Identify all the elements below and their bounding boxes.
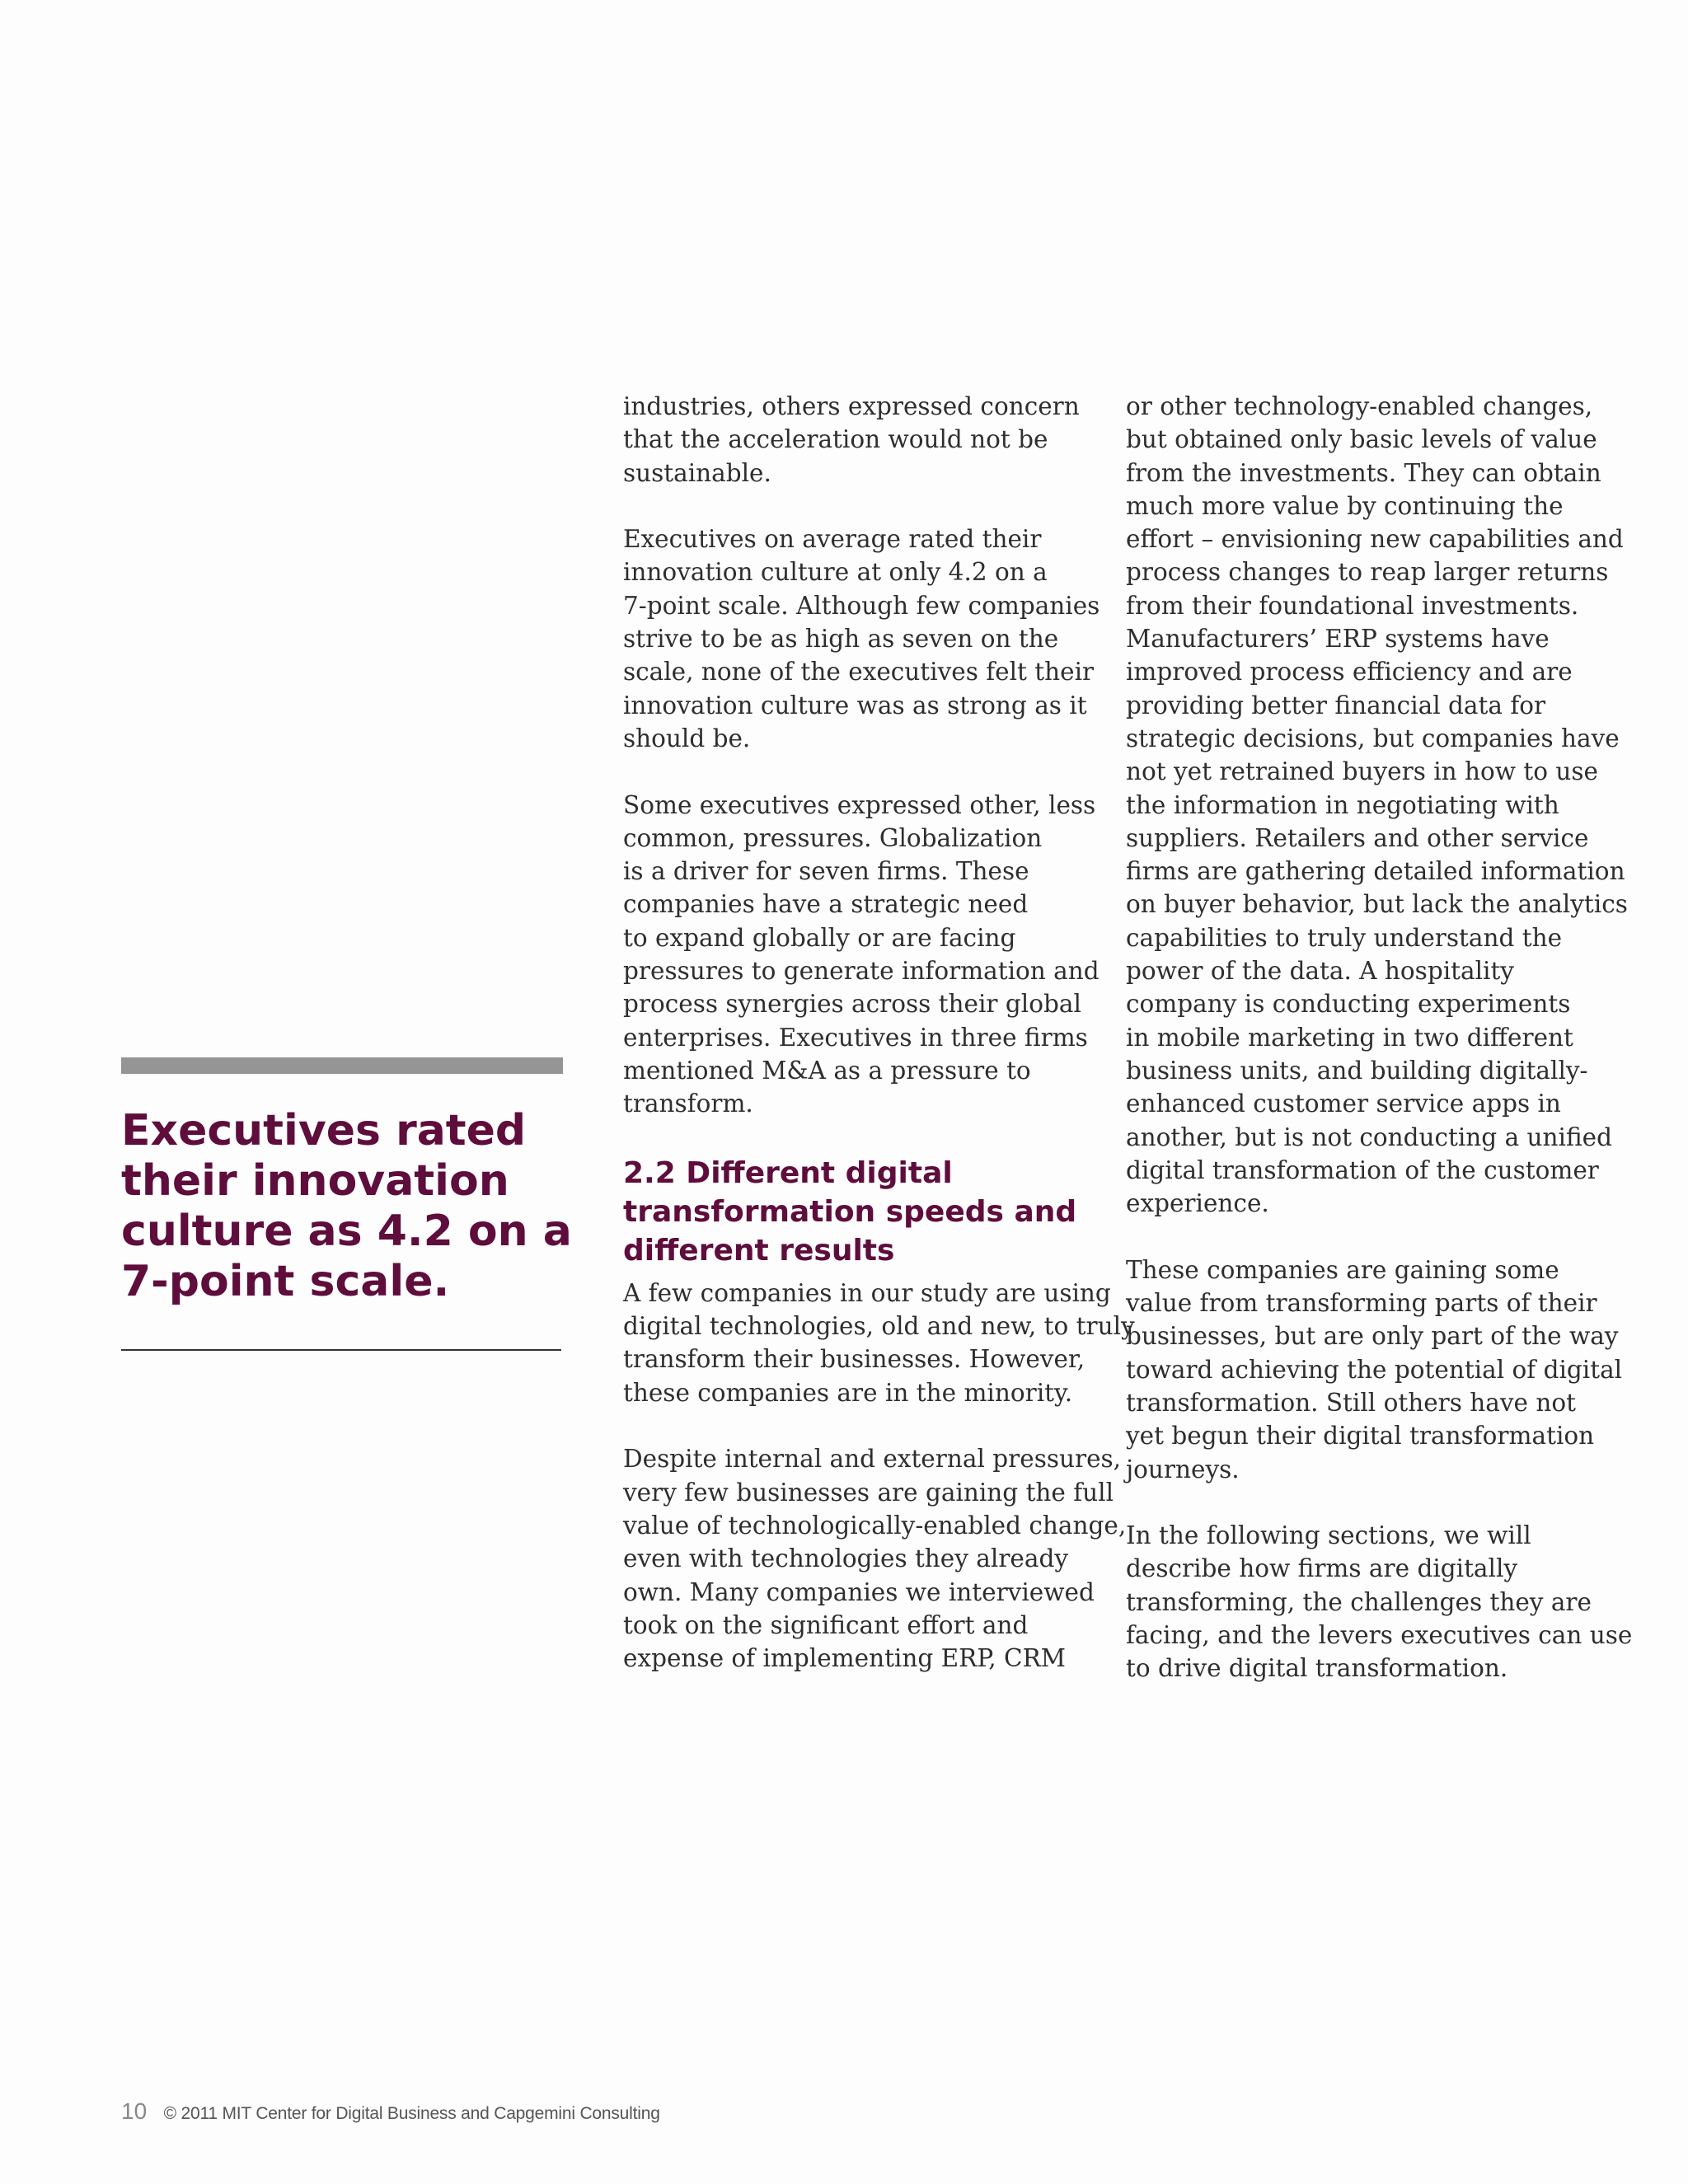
paragraph [623, 523, 1100, 755]
text-line: transform. [623, 1090, 753, 1118]
text-line: experience. [1126, 1189, 1269, 1218]
text-line: value from transforming parts of their [1126, 1289, 1597, 1318]
paragraph [623, 1277, 1135, 1409]
pull-quote-line: culture as 4.2 on a [121, 1207, 572, 1256]
text-line: in mobile marketing in two different [1126, 1023, 1573, 1052]
text-line: from the investments. They can obtain [1126, 458, 1601, 487]
text-line: very few businesses are gaining the full [623, 1478, 1114, 1507]
text-line: effort – envisioning new capabilities and [1126, 525, 1624, 554]
text-line: Some executives expressed other, less [623, 790, 1096, 819]
paragraph [623, 390, 1080, 490]
body-column-1 [623, 390, 1135, 1675]
text-line: facing, and the levers executives can use [1126, 1620, 1633, 1649]
text-line: process changes to reap larger returns [1126, 558, 1609, 587]
paragraph [1126, 1254, 1623, 1486]
text-line: should be. [623, 724, 751, 752]
text-line: process synergies across their global [623, 990, 1081, 1019]
text-line: another, but is not conducting a unified [1126, 1122, 1612, 1151]
text-line: the information in negotiating with [1126, 790, 1559, 819]
text-line: providing better financial data for [1126, 691, 1546, 719]
heading-line: transformation speeds and [623, 1194, 1077, 1229]
text-line: capabilities to truly understand the [1126, 923, 1563, 952]
pull-quote [121, 1106, 572, 1307]
text-line: companies have a strategic need [623, 890, 1029, 919]
heading-line: different results [623, 1233, 895, 1268]
text-line: business units, and building digitally- [1126, 1056, 1588, 1085]
text-line: from their foundational investments. [1126, 591, 1579, 620]
text-line: innovation culture was as strong as it [623, 691, 1087, 719]
text-line: toward achieving the potential of digital [1126, 1355, 1623, 1384]
pull-quote-bar [121, 1057, 563, 1074]
text-line: strive to be as high as seven on the [623, 625, 1059, 654]
copyright-notice: © 2011 MIT Center for Digital Business and Capgemini Consulting [163, 2104, 660, 2123]
text-line: on buyer behavior, but lack the analytics [1126, 890, 1628, 919]
text-line: these companies are in the minority. [623, 1378, 1073, 1407]
text-line: Manufacturers’ ERP systems have [1126, 625, 1550, 654]
text-line: much more value by continuing the [1126, 491, 1564, 520]
text-line: pressures to generate information and [623, 957, 1100, 986]
page-number: 10 [121, 2098, 148, 2124]
text-line: enhanced customer service apps in [1126, 1090, 1561, 1118]
text-line: digital technologies, old and new, to truly [623, 1312, 1135, 1341]
page-footer [121, 2098, 660, 2125]
text-line: transformation. Still others have not [1126, 1388, 1576, 1417]
paragraph [1126, 1519, 1633, 1685]
text-line: These companies are gaining some [1126, 1255, 1559, 1284]
text-line: sustainable. [623, 458, 771, 487]
text-line: enterprises. Executives in three firms [623, 1023, 1088, 1052]
text-line: company is conducting experiments [1126, 990, 1571, 1019]
text-line: businesses, but are only part of the way [1126, 1322, 1619, 1351]
text-line: to expand globally or are facing [623, 923, 1016, 952]
heading-line: 2.2 Different digital [623, 1155, 953, 1190]
text-line: describe how firms are digitally [1126, 1554, 1518, 1583]
text-line: own. Many companies we interviewed [623, 1577, 1095, 1606]
text-line: industries, others expressed concern [623, 392, 1080, 420]
text-line: suppliers. Retailers and other service [1126, 823, 1589, 852]
text-line: strategic decisions, but companies have [1126, 724, 1620, 752]
paragraph [623, 1442, 1127, 1675]
text-line: power of the data. A hospitality [1126, 957, 1514, 986]
pull-quote-rule [121, 1349, 561, 1351]
paragraph [623, 789, 1100, 1121]
text-line: digital transformation of the customer [1126, 1155, 1599, 1184]
section-heading [623, 1154, 1077, 1270]
text-line: In the following sections, we will [1126, 1521, 1531, 1550]
text-line: value of technologically-enabled change, [623, 1511, 1127, 1540]
text-line: transforming, the challenges they are [1126, 1587, 1592, 1616]
text-line: is a driver for seven firms. These [623, 857, 1029, 886]
text-line: mentioned M&A as a pressure to [623, 1056, 1031, 1085]
text-line: but obtained only basic levels of value [1126, 425, 1597, 454]
text-line: improved process efficiency and are [1126, 658, 1573, 687]
text-line: Despite internal and external pressures, [623, 1445, 1122, 1474]
text-line: innovation culture at only 4.2 on a [623, 558, 1048, 587]
text-line: 7-point scale. Although few companies [623, 591, 1100, 620]
text-line: yet begun their digital transformation [1126, 1422, 1595, 1451]
pull-quote-line: Executives rated [121, 1106, 527, 1155]
text-line: A few companies in our study are using [623, 1278, 1111, 1307]
pull-quote-line: their innovation [121, 1156, 509, 1206]
text-line: scale, none of the executives felt their [623, 658, 1095, 687]
text-line: took on the significant effort and [623, 1610, 1029, 1639]
text-line: transform their businesses. However, [623, 1345, 1085, 1374]
text-line: journeys. [1126, 1455, 1240, 1483]
text-line: that the acceleration would not be [623, 425, 1048, 454]
body-column-2 [1126, 390, 1633, 1685]
text-line: not yet retrained buyers in how to use [1126, 757, 1599, 786]
text-line: common, pressures. Globalization [623, 823, 1043, 852]
text-line: expense of implementing ERP, CRM [623, 1644, 1066, 1673]
text-line: even with technologies they already [623, 1544, 1069, 1573]
text-line: firms are gathering detailed information [1126, 857, 1625, 886]
text-line: to drive digital transformation. [1126, 1654, 1508, 1683]
paragraph [1126, 390, 1628, 1220]
text-line: Executives on average rated their [623, 525, 1042, 554]
text-line: or other technology-enabled changes, [1126, 392, 1593, 420]
pull-quote-line: 7-point scale. [121, 1257, 450, 1306]
